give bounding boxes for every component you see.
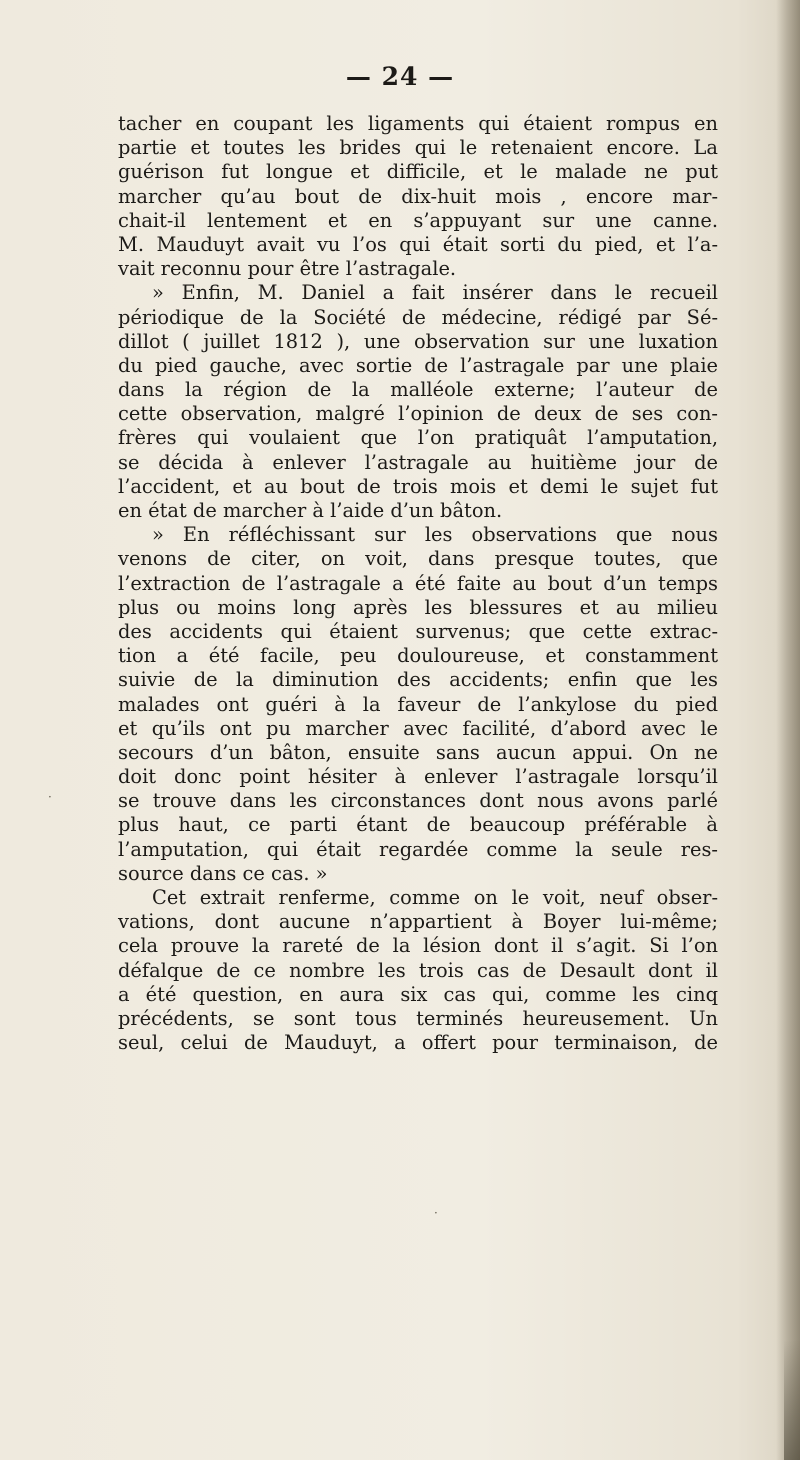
text-line: se trouve dans les circonstances dont nous avons parlé [118, 789, 718, 813]
text-line: des accidents qui étaient survenus; que cette extrac- [118, 619, 718, 643]
text-line: seul, celui de Mauduyt, a offert pour terminaison, de [118, 1031, 718, 1055]
page-number: — 24 — [345, 62, 455, 91]
text-line: marcher qu’au bout de dix-huit mois , encore mar- [118, 184, 718, 208]
text-line: tacher en coupant les ligaments qui étaient rompus en [118, 112, 718, 135]
text-line: » En réfléchissant sur les observations que nous [152, 523, 718, 547]
text-line: périodique de la Société de médecine, rédigé par Sé- [118, 305, 718, 329]
paper-speck: · [48, 790, 52, 804]
text-line: » Enfin, M. Daniel a fait insérer dans le recueil [152, 281, 718, 305]
text-line: cela prouve la rareté de la lésion dont il s’agit. Si l’on [118, 934, 718, 958]
text-line: plus haut, ce parti étant de beaucoup préférable à [118, 813, 718, 837]
text-line: partie et toutes les brides qui le retenaient encore. La [118, 136, 718, 160]
text-line: frères qui voulaient que l’on pratiquât l’amputation, [118, 426, 718, 450]
text-line: vait reconnu pour être l’astragale. [118, 257, 457, 281]
text-line: secours d’un bâton, ensuite sans aucun appui. On ne [118, 740, 718, 764]
text-line: se décida à enlever l’astragale au huitième jour de [118, 450, 718, 474]
text-line: chait-il lentement et en s’appuyant sur une canne. [118, 208, 718, 232]
page-corner-shadow [784, 1340, 800, 1460]
text-line: dans la région de la malléole externe; l’auteur de [118, 378, 718, 402]
text-line: l’accident, et au bout de trois mois et demi le sujet fut [118, 474, 718, 498]
text-line: a été question, en aura six cas qui, comme les cinq [118, 982, 718, 1006]
text-line: précédents, se sont tous terminés heureusement. Un [118, 1006, 718, 1030]
text-line: vations, dont aucune n’appartient à Boyer lui-même; [118, 910, 718, 934]
paper-speck: · [434, 1206, 438, 1220]
text-line: cette observation, malgré l’opinion de deux de ses con- [118, 402, 718, 426]
text-line: suivie de la diminution des accidents; enfin que les [118, 668, 718, 692]
page-edge-shadow [776, 0, 800, 1460]
text-line: l’amputation, qui était regardée comme la seule res- [118, 837, 718, 861]
text-line: tion a été facile, peu douloureuse, et constamment [118, 644, 718, 668]
text-line: malades ont guéri à la faveur de l’ankylose du pied [118, 692, 718, 716]
text-line: source dans ce cas. » [118, 861, 328, 885]
text-line: plus ou moins long après les blessures et au milieu [118, 595, 718, 619]
text-line: en état de marcher à l’aide d’un bâton. [118, 499, 503, 522]
text-line: venons de citer, on voit, dans presque toutes, que [118, 547, 718, 571]
text-line: M. Mauduyt avait vu l’os qui était sorti du pied, et l’a- [118, 232, 718, 256]
text-line: l’extraction de l’astragale a été faite au bout d’un temps [118, 571, 718, 595]
text-line: défalque de ce nombre les trois cas de Desault dont il [118, 958, 718, 982]
text-line: doit donc point hésiter à enlever l’astragale lorsqu’il [118, 765, 718, 789]
body-text [118, 112, 718, 1055]
text-line: du pied gauche, avec sortie de l’astragale par une plaie [118, 353, 718, 377]
text-line: guérison fut longue et difficile, et le malade ne put [118, 160, 718, 184]
text-line: et qu’ils ont pu marcher avec facilité, d’abord avec le [118, 716, 718, 740]
text-line: Cet extrait renferme, comme on le voit, neuf obser- [152, 886, 718, 909]
text-line: dillot ( juillet 1812 ), une observation sur une luxation [118, 329, 718, 353]
